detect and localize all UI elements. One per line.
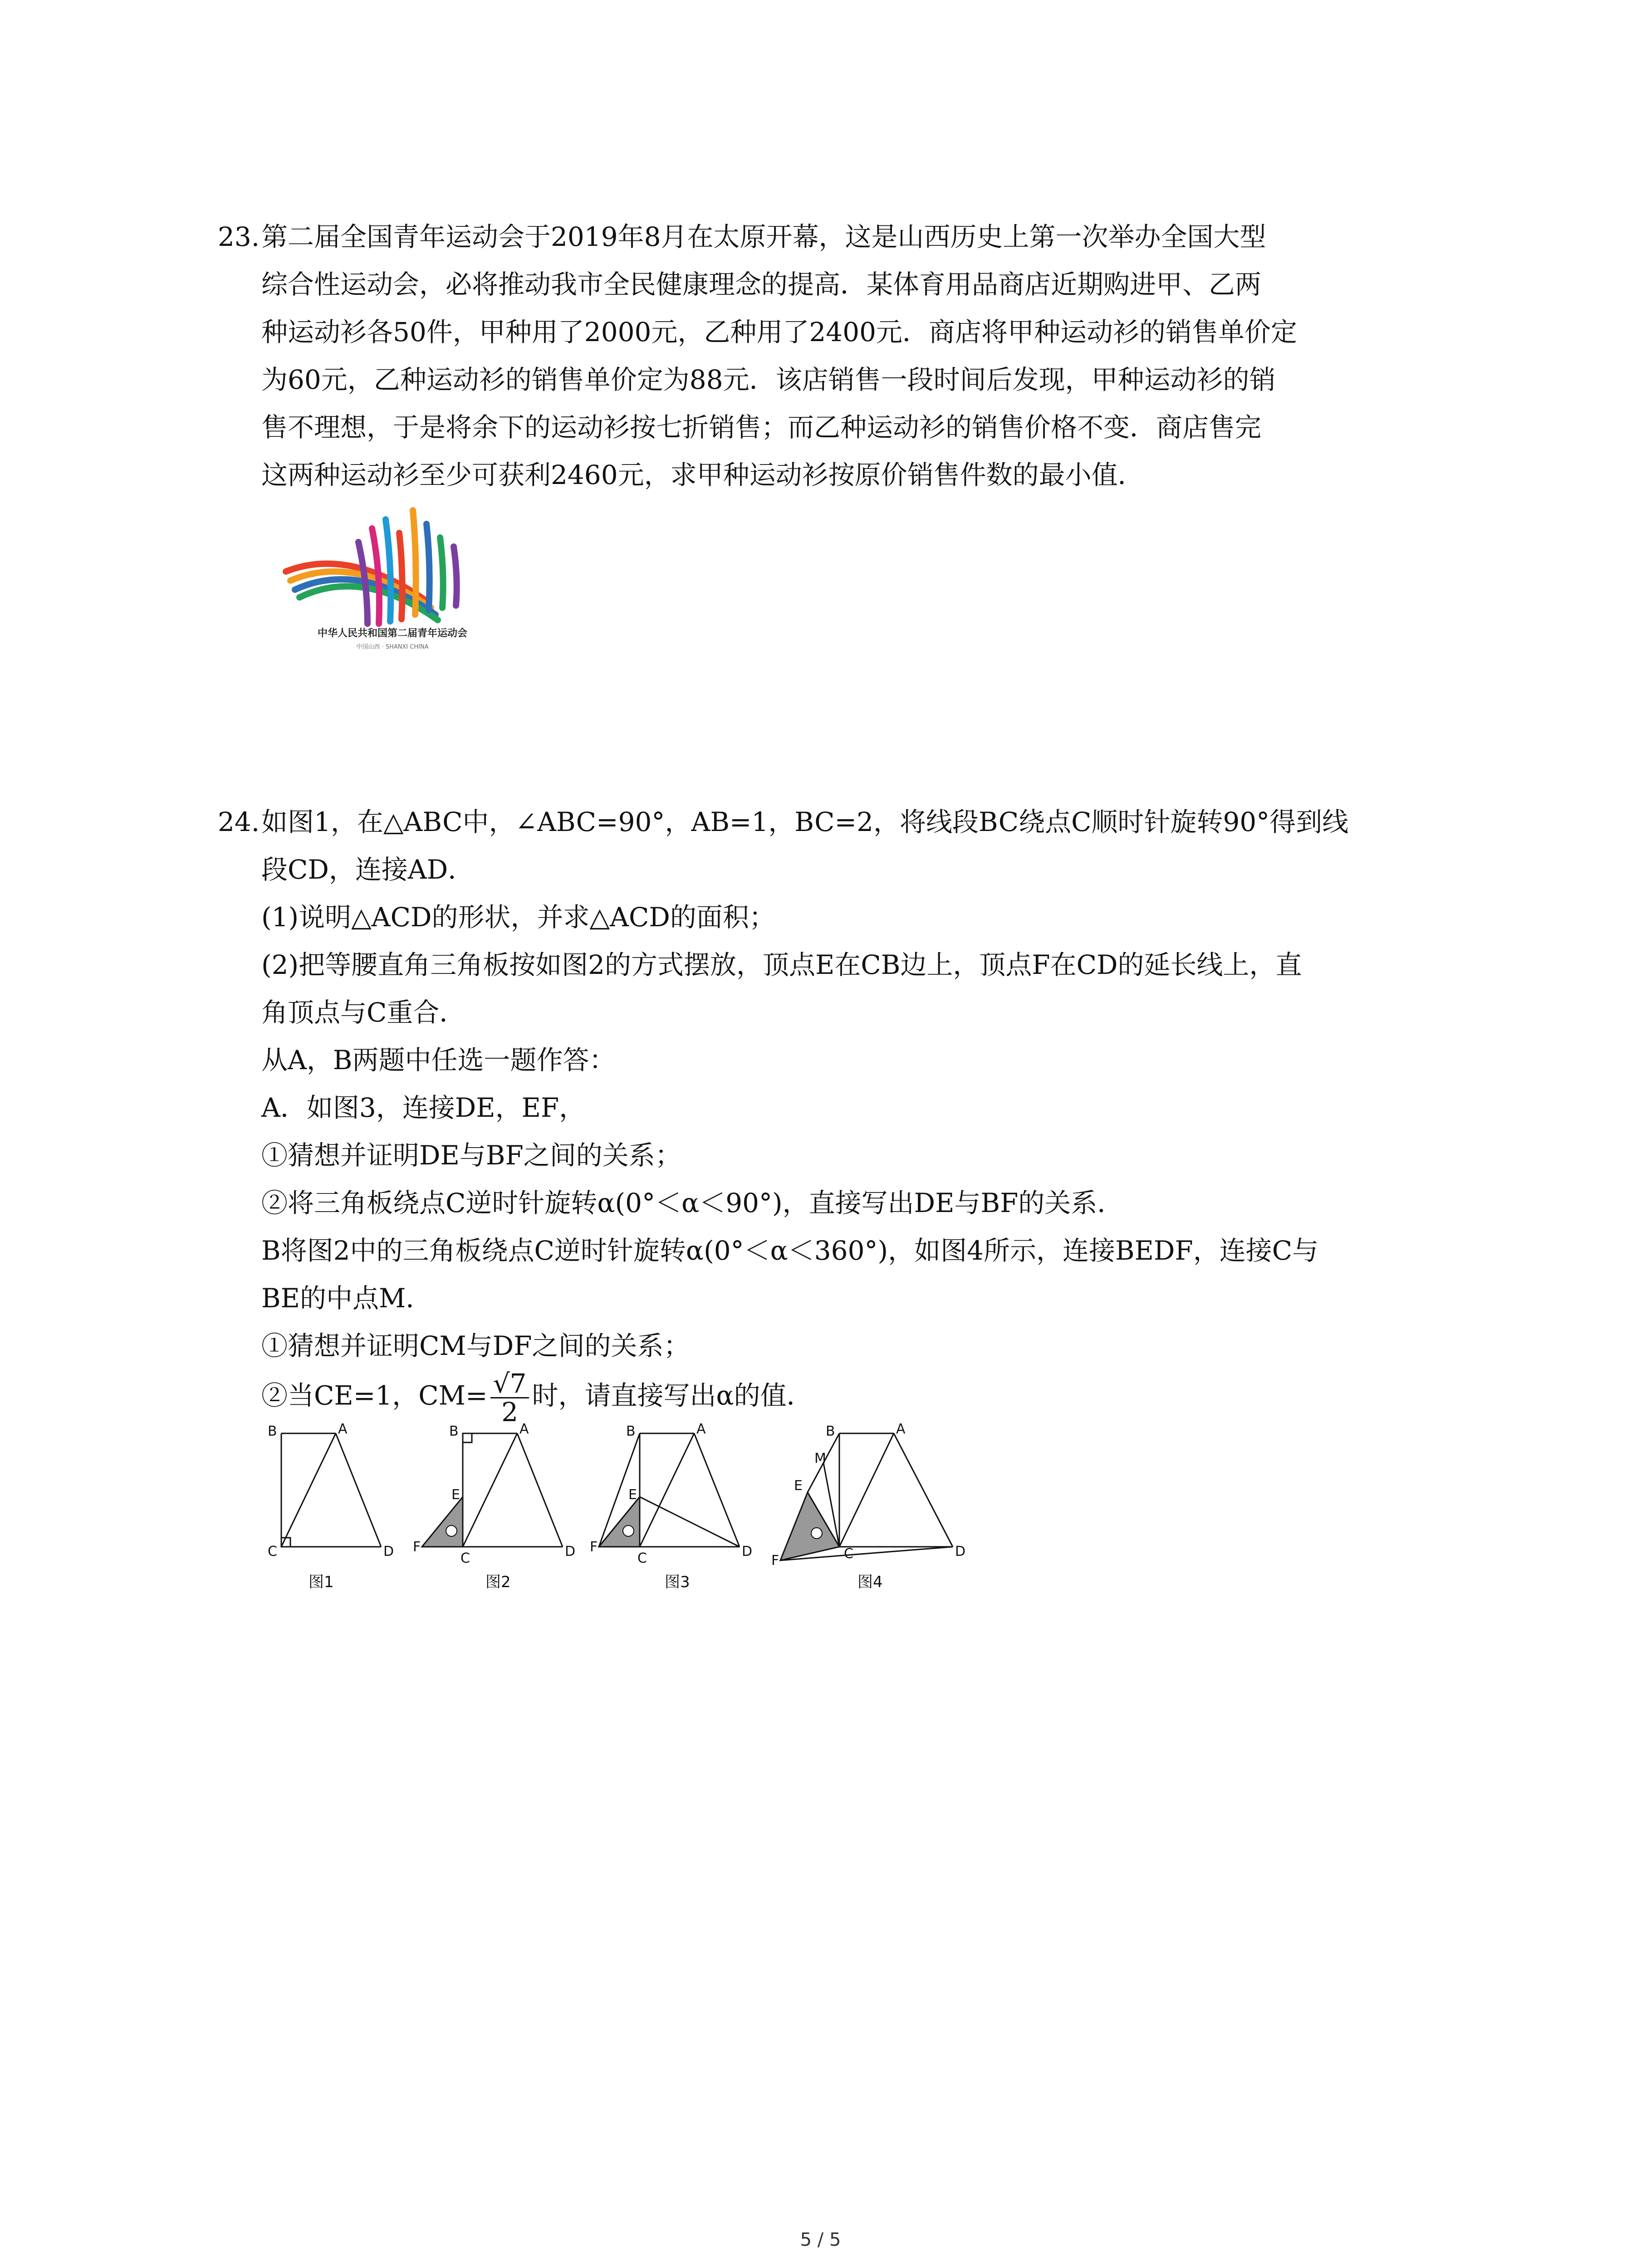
last-line-prefix: ②当CE=1，CM=: [261, 1380, 488, 1411]
problem-text-line: 为60元，乙种运动衫的销售单价定为88元．该店销售一段时间后发现，甲种运动衫的销: [261, 364, 1276, 395]
point-label-c: C: [460, 1550, 470, 1565]
problem-text-line: ②将三角板绕点C逆时针旋转α(0°＜α＜90°)，直接写出DE与BF的关系．: [261, 1188, 1124, 1218]
page-number: 5 / 5: [800, 2229, 841, 2250]
point-label-e: E: [628, 1487, 637, 1503]
point-label-f: F: [590, 1539, 598, 1555]
figure-3-caption: 图3: [665, 1573, 690, 1591]
figure-2-caption: 图2: [485, 1573, 511, 1591]
last-line-suffix: 时，请直接写出α的值．: [532, 1380, 813, 1411]
point-label-d: D: [565, 1544, 576, 1559]
point-label-b: B: [626, 1423, 636, 1439]
point-label-d: D: [955, 1544, 966, 1559]
figure-4-diagram: [771, 1411, 971, 1565]
figure-2-diagram: [413, 1411, 581, 1565]
problem-text-line: ①猜想并证明DE与BF之间的关系；: [261, 1140, 681, 1171]
point-label-m: M: [814, 1451, 826, 1466]
problem-text-line: 如图1，在△ABC中，∠ABC=90°，AB=1，BC=2，将线段BC绕点C顺时针旋转90°得到线: [261, 807, 1349, 837]
point-label-c: C: [268, 1544, 277, 1559]
point-label-d: D: [742, 1544, 753, 1559]
problem-text-line: 售不理想，于是将余下的运动衫按七折销售；而乙种运动衫的销售价格不变．商店售完: [261, 412, 1262, 443]
problem-number: 24.: [218, 807, 260, 837]
problem-text-line: 这两种运动衫至少可获利2460元，求甲种运动衫按原价销售件数的最小值．: [261, 459, 1144, 490]
point-label-a: A: [696, 1421, 706, 1437]
problem-24: [218, 798, 1470, 1426]
problem-text-line: 种运动衫各50件，甲种用了2000元，乙种用了2400元．商店将甲种运动衫的销售单价定: [261, 317, 1298, 347]
point-label-b: B: [449, 1423, 459, 1439]
games-logo: [277, 492, 508, 653]
point-label-c: C: [844, 1546, 853, 1562]
figure-1: [263, 1411, 399, 1601]
point-label-b: B: [826, 1423, 835, 1439]
fraction-denominator: 2: [501, 1397, 518, 1427]
problem-text-line: (2)把等腰直角三角板按如图2的方式摆放，顶点E在CB边上，顶点F在CD的延长线上，直: [261, 949, 1302, 980]
problem-text-line: 段CD，连接AD．: [261, 854, 475, 885]
logo-text: 中华人民共和国第二届青年运动会: [317, 628, 468, 639]
problem-text-line: (1)说明△ACD的形状，并求△ACD的面积；: [261, 902, 775, 933]
point-label-e: E: [794, 1478, 803, 1494]
point-label-a: A: [896, 1421, 906, 1437]
figure-1-caption: 图1: [309, 1573, 334, 1591]
problem-text-line: 角顶点与C重合．: [261, 997, 466, 1028]
problem-23: [218, 213, 1470, 499]
point-label-b: B: [268, 1423, 277, 1439]
point-label-f: F: [413, 1539, 421, 1555]
logo-subtext: 中国山西 · SHANXI CHINA: [356, 644, 429, 650]
figure-3: [590, 1411, 762, 1601]
point-label-a: A: [338, 1421, 348, 1437]
figure-1-diagram: [263, 1411, 399, 1565]
point-label-d: D: [383, 1544, 394, 1559]
problem-text-line: BE的中点M．: [261, 1283, 432, 1314]
problem-text-line: 第二届全国青年运动会于2019年8月在太原开幕，这是山西历史上第一次举办全国大型: [261, 221, 1266, 252]
point-label-a: A: [519, 1421, 529, 1437]
fraction-numerator: √7: [490, 1370, 529, 1398]
problem-text-line: A．如图3，连接DE，EF，: [261, 1092, 586, 1123]
problem-text-line: 综合性运动会，必将推动我市全民健康理念的提高．某体育用品商店近期购进甲、乙两: [261, 269, 1262, 300]
figure-2: [413, 1411, 581, 1601]
point-label-e: E: [451, 1487, 460, 1503]
point-label-c: C: [637, 1550, 647, 1565]
figure-3-diagram: [590, 1411, 762, 1565]
figure-4-caption: 图4: [857, 1573, 883, 1591]
figure-4: [771, 1411, 971, 1601]
problem-number: 23.: [218, 221, 260, 252]
problem-text-line: ①猜想并证明CM与DF之间的关系；: [261, 1330, 690, 1361]
games-logo-graphic: [277, 492, 508, 653]
figures-row: [263, 1411, 971, 1601]
point-label-f: F: [771, 1553, 779, 1565]
problem-text-line: 从A，B两题中任选一题作答：: [261, 1045, 616, 1075]
problem-text-line: B将图2中的三角板绕点C逆时针旋转α(0°＜α＜360°)，如图4所示，连接BEDF，连接C与: [261, 1235, 1319, 1266]
